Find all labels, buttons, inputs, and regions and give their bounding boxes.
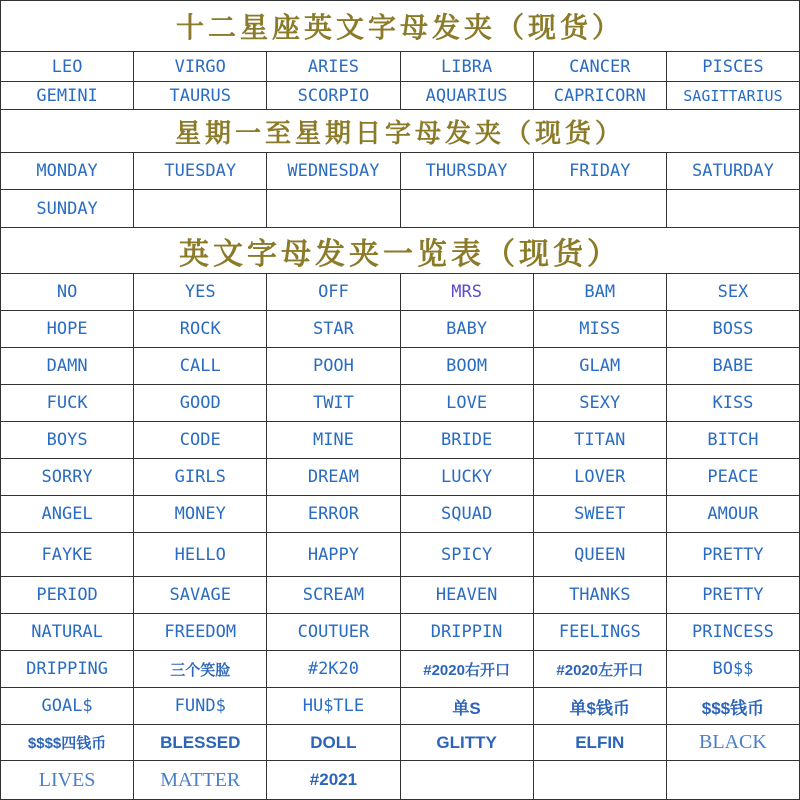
table-cell: MONEY bbox=[134, 496, 267, 533]
table-cell: ERROR bbox=[267, 496, 400, 533]
table-cell bbox=[401, 190, 534, 228]
table-cell: SWEET bbox=[534, 496, 667, 533]
table-cell: LIBRA bbox=[401, 52, 534, 82]
table-cell: MONDAY bbox=[1, 153, 134, 190]
table-cell: LOVER bbox=[534, 459, 667, 496]
table-cell: MRS bbox=[401, 274, 534, 311]
table-cell: VIRGO bbox=[134, 52, 267, 82]
table-cell: SEXY bbox=[534, 385, 667, 422]
table-cell: BO$$ bbox=[667, 651, 800, 688]
table-cell: CODE bbox=[134, 422, 267, 459]
table-cell: CANCER bbox=[534, 52, 667, 82]
table-cell: TUESDAY bbox=[134, 153, 267, 190]
table-cell: HAPPY bbox=[267, 533, 400, 577]
table-cell bbox=[134, 190, 267, 228]
table-cell: LIVES bbox=[1, 761, 134, 800]
table-cell: LEO bbox=[1, 52, 134, 82]
table-cell: FREEDOM bbox=[134, 614, 267, 651]
table-row bbox=[1, 190, 800, 228]
table-cell: BOSS bbox=[667, 311, 800, 348]
table-cell: SPICY bbox=[401, 533, 534, 577]
table-cell: KISS bbox=[667, 385, 800, 422]
table-cell: HU$TLE bbox=[267, 688, 400, 725]
section-title-weekdays: 星期一至星期日字母发夹（现货） bbox=[1, 110, 800, 153]
table-cell: YES bbox=[134, 274, 267, 311]
table-cell: GOOD bbox=[134, 385, 267, 422]
table-cell: PISCES bbox=[667, 52, 800, 82]
table-row bbox=[1, 348, 800, 385]
table-cell: BRIDE bbox=[401, 422, 534, 459]
table-cell: #2K20 bbox=[267, 651, 400, 688]
table-cell: GEMINI bbox=[1, 82, 134, 110]
table-row bbox=[1, 82, 800, 110]
table-cell: $$$钱币 bbox=[667, 688, 800, 725]
table-row bbox=[1, 422, 800, 459]
table-cell: OFF bbox=[267, 274, 400, 311]
table-cell: SAGITTARIUS bbox=[667, 82, 800, 110]
table-row bbox=[1, 153, 800, 190]
table-cell: BLACK bbox=[667, 725, 800, 761]
table-row bbox=[1, 577, 800, 614]
table-cell: BITCH bbox=[667, 422, 800, 459]
table-cell: BAM bbox=[534, 274, 667, 311]
table-cell: SQUAD bbox=[401, 496, 534, 533]
table-cell: 单$钱币 bbox=[534, 688, 667, 725]
section-title-zodiac: 十二星座英文字母发夹（现货） bbox=[1, 1, 800, 52]
table-cell: DREAM bbox=[267, 459, 400, 496]
table-cell: BOYS bbox=[1, 422, 134, 459]
table-cell bbox=[401, 761, 534, 800]
table-cell: $$$$四钱币 bbox=[1, 725, 134, 761]
table-cell: DAMN bbox=[1, 348, 134, 385]
table-cell: POOH bbox=[267, 348, 400, 385]
table-cell: SCORPIO bbox=[267, 82, 400, 110]
table-cell: TAURUS bbox=[134, 82, 267, 110]
table-row bbox=[1, 52, 800, 82]
table-row bbox=[1, 614, 800, 651]
table-cell: MINE bbox=[267, 422, 400, 459]
table-cell: GIRLS bbox=[134, 459, 267, 496]
table-cell: HELLO bbox=[134, 533, 267, 577]
table-cell: FUND$ bbox=[134, 688, 267, 725]
table-cell: GLAM bbox=[534, 348, 667, 385]
table-cell bbox=[667, 761, 800, 800]
table-cell: SEX bbox=[667, 274, 800, 311]
table-row bbox=[1, 761, 800, 800]
table-cell: DRIPPING bbox=[1, 651, 134, 688]
table-cell: COUTUER bbox=[267, 614, 400, 651]
table-cell: DOLL bbox=[267, 725, 400, 761]
table-cell: STAR bbox=[267, 311, 400, 348]
table-cell: GLITTY bbox=[401, 725, 534, 761]
table-cell bbox=[667, 190, 800, 228]
table-row bbox=[1, 459, 800, 496]
table-cell: SAVAGE bbox=[134, 577, 267, 614]
table-cell: NO bbox=[1, 274, 134, 311]
table-cell: ANGEL bbox=[1, 496, 134, 533]
table-cell: WEDNESDAY bbox=[267, 153, 400, 190]
table-row bbox=[1, 496, 800, 533]
table-cell bbox=[267, 190, 400, 228]
table-cell: BABY bbox=[401, 311, 534, 348]
table-cell: SATURDAY bbox=[667, 153, 800, 190]
table-cell: LUCKY bbox=[401, 459, 534, 496]
table-cell: TWIT bbox=[267, 385, 400, 422]
table-cell: PRETTY bbox=[667, 577, 800, 614]
table-cell: AQUARIUS bbox=[401, 82, 534, 110]
table-cell: ARIES bbox=[267, 52, 400, 82]
table-cell: THURSDAY bbox=[401, 153, 534, 190]
table-cell: GOAL$ bbox=[1, 688, 134, 725]
table-cell: SORRY bbox=[1, 459, 134, 496]
table-cell: CAPRICORN bbox=[534, 82, 667, 110]
table-cell: FEELINGS bbox=[534, 614, 667, 651]
table-row bbox=[1, 533, 800, 577]
table-cell: PERIOD bbox=[1, 577, 134, 614]
table-cell: MISS bbox=[534, 311, 667, 348]
table-cell: QUEEN bbox=[534, 533, 667, 577]
table-cell: 三个笑脸 bbox=[134, 651, 267, 688]
table-cell: FRIDAY bbox=[534, 153, 667, 190]
table-cell: NATURAL bbox=[1, 614, 134, 651]
table-row bbox=[1, 651, 800, 688]
table-row bbox=[1, 311, 800, 348]
table-cell: 单S bbox=[401, 688, 534, 725]
table-cell: HOPE bbox=[1, 311, 134, 348]
table-row bbox=[1, 385, 800, 422]
table-cell: AMOUR bbox=[667, 496, 800, 533]
table-cell: PEACE bbox=[667, 459, 800, 496]
table-row bbox=[1, 274, 800, 311]
table-cell: HEAVEN bbox=[401, 577, 534, 614]
table-row bbox=[1, 725, 800, 761]
section-title-letters: 英文字母发夹一览表（现货） bbox=[1, 228, 800, 274]
table-cell: SCREAM bbox=[267, 577, 400, 614]
table-cell: ROCK bbox=[134, 311, 267, 348]
table-cell: ELFIN bbox=[534, 725, 667, 761]
table-cell: FAYKE bbox=[1, 533, 134, 577]
table-cell: DRIPPIN bbox=[401, 614, 534, 651]
table-row bbox=[1, 688, 800, 725]
table-cell: #2020左开口 bbox=[534, 651, 667, 688]
table-cell bbox=[534, 761, 667, 800]
table-cell: CALL bbox=[134, 348, 267, 385]
table-cell: MATTER bbox=[134, 761, 267, 800]
table-cell: LOVE bbox=[401, 385, 534, 422]
table-cell: #2021 bbox=[267, 761, 400, 800]
table-cell: PRINCESS bbox=[667, 614, 800, 651]
table-cell: THANKS bbox=[534, 577, 667, 614]
table-cell bbox=[534, 190, 667, 228]
table-cell: BABE bbox=[667, 348, 800, 385]
table-cell: TITAN bbox=[534, 422, 667, 459]
table-cell: BOOM bbox=[401, 348, 534, 385]
table-cell: BLESSED bbox=[134, 725, 267, 761]
table-cell: SUNDAY bbox=[1, 190, 134, 228]
table-cell: FUCK bbox=[1, 385, 134, 422]
table-cell: #2020右开口 bbox=[401, 651, 534, 688]
table-cell: PRETTY bbox=[667, 533, 800, 577]
